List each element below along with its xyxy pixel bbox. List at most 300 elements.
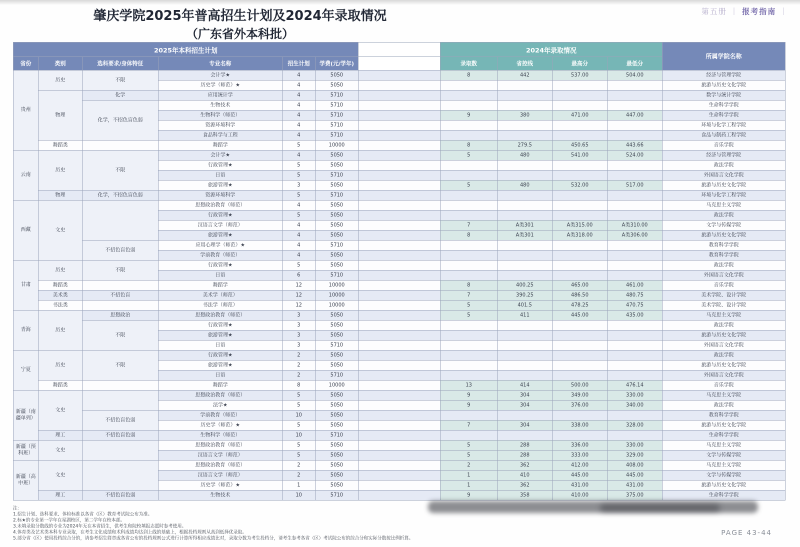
control-line-cell: 401.5 (497, 300, 552, 310)
fee-cell: 5710 (315, 90, 358, 100)
control-line-cell (497, 210, 552, 220)
max-score-cell: 537.00 (552, 70, 607, 80)
category-cell: 舞蹈类 (38, 280, 82, 290)
college-cell: 旅游与历史文化学院 (662, 480, 785, 490)
max-score-cell: 431.00 (552, 480, 607, 490)
control-line-cell (497, 250, 552, 260)
admit-count-cell (440, 190, 497, 200)
plan-count-cell: 5 (282, 440, 315, 450)
category-cell: 舞蹈类 (38, 140, 82, 150)
title-line1: 肇庆学院2025年普高招生计划及2024年录取情况 (93, 9, 387, 24)
college-cell: 马克思主义学院 (662, 310, 785, 320)
plan-count-cell: 5 (282, 140, 315, 150)
major-cell: 资源环境科学 (158, 190, 282, 200)
control-line-cell: 288 (497, 450, 552, 460)
edition-volume: 第五册 (701, 7, 727, 16)
plan-count-cell: 2 (282, 460, 315, 470)
plan-count-cell: 4 (282, 240, 315, 250)
plan-count-cell: 3 (282, 330, 315, 340)
min-score-cell (607, 370, 662, 380)
max-score-cell (552, 350, 607, 360)
max-score-cell: 336.00 (552, 440, 607, 450)
subject-req-cell: 不招色盲色弱 (82, 430, 158, 440)
control-line-cell (497, 80, 552, 90)
max-score-cell (552, 90, 607, 100)
subject-req-cell: 不招色盲色弱 (82, 240, 158, 260)
control-line-cell: 410 (497, 470, 552, 480)
table-area (13, 42, 785, 542)
college-cell: 数学与统计学院 (662, 90, 785, 100)
fee-cell: 5050 (315, 80, 358, 90)
category-cell: 历史 (38, 310, 82, 350)
spacer-cell (358, 470, 440, 480)
control-line-cell (497, 370, 552, 380)
max-score-cell: 410.00 (552, 490, 607, 500)
control-line-cell: 304 (497, 420, 552, 430)
max-score-cell: 445.00 (552, 470, 607, 480)
plan-count-cell: 4 (282, 230, 315, 240)
admit-count-cell: 1 (440, 470, 497, 480)
fee-cell: 5050 (315, 450, 358, 460)
min-score-cell (607, 410, 662, 420)
plan-count-cell: 2 (282, 350, 315, 360)
spacer-cell (358, 260, 440, 270)
footnote-5: 5.部分省（区）使用投档综合分的，请参考招生简章或各省公布的投档规则公式进行计算所得相应成绩比对，录取分数为考生投档分，请考生参考各省（区）考试院公布的综合分和实际分数按比例折算。 (13, 536, 414, 541)
control-line-cell (497, 170, 552, 180)
plan-count-cell: 3 (282, 340, 315, 350)
fee-cell: 5050 (315, 410, 358, 420)
min-score-cell: 340.00 (607, 400, 662, 410)
fee-cell: 5050 (315, 230, 358, 240)
plan-count-cell: 12 (282, 280, 315, 290)
admit-count-cell: 5 (440, 300, 497, 310)
max-score-cell: 333.00 (552, 450, 607, 460)
max-score-cell: 471.00 (552, 110, 607, 120)
min-score-cell: 328.00 (607, 420, 662, 430)
min-score-cell: 504.00 (607, 70, 662, 80)
control-line-cell: A类301 (497, 220, 552, 230)
fee-cell: 5050 (315, 320, 358, 330)
admit-count-cell: 13 (440, 380, 497, 390)
spacer-cell (358, 280, 440, 290)
fee-cell: 5710 (315, 490, 358, 500)
major-cell: 日语 (158, 340, 282, 350)
spacer-cell (358, 410, 440, 420)
major-cell: 应用统计学 (158, 90, 282, 100)
major-cell: 舞蹈学 (158, 140, 282, 150)
college-cell: 外国语言文化学院 (662, 370, 785, 380)
table-row (13, 310, 785, 320)
table-row (13, 290, 785, 300)
major-cell: 思想政治教育（师范） (158, 310, 282, 320)
spacer-cell (358, 400, 440, 410)
plan-count-cell: 5 (282, 400, 315, 410)
fee-cell: 5050 (315, 420, 358, 430)
footnote-title: 注： (13, 506, 23, 511)
table-row (13, 150, 785, 160)
min-score-cell (607, 330, 662, 340)
admit-count-cell (440, 160, 497, 170)
category-cell: 书法类 (38, 300, 82, 310)
spacer-cell (358, 230, 440, 240)
category-cell: 理工 (38, 430, 82, 440)
admit-count-cell: 9 (440, 110, 497, 120)
spacer-cell (358, 190, 440, 200)
admit-count-cell: 7 (440, 290, 497, 300)
col-header-category: 类别 (38, 57, 82, 71)
control-line-cell: 411 (497, 310, 552, 320)
edition-guide: 报考指南 (742, 7, 777, 16)
admit-count-cell (440, 80, 497, 90)
admit-count-cell: 5 (440, 180, 497, 190)
control-line-cell (497, 430, 552, 440)
major-cell: 汉语言文学（师范） (158, 220, 282, 230)
table-row (13, 70, 785, 80)
spacer-cell (358, 200, 440, 210)
plan-count-cell: 10 (282, 430, 315, 440)
control-line-cell (497, 320, 552, 330)
control-line-cell (497, 190, 552, 200)
spacer-cell (358, 320, 440, 330)
plan-count-cell: 12 (282, 300, 315, 310)
table-row (13, 100, 785, 110)
major-cell: 旅游管理★ (158, 180, 282, 190)
control-line-cell (497, 410, 552, 420)
major-cell: 生物技术 (158, 100, 282, 110)
min-score-cell: 476.14 (607, 380, 662, 390)
min-score-cell (607, 200, 662, 210)
max-score-cell (552, 320, 607, 330)
col-header-major: 专业名称 (158, 57, 282, 71)
min-score-cell (607, 210, 662, 220)
plan-count-cell: 4 (282, 200, 315, 210)
spacer-cell (358, 250, 440, 260)
subject-req-cell (82, 390, 158, 410)
max-score-cell: 486.50 (552, 290, 607, 300)
table-row (13, 140, 785, 150)
major-cell: 行政管理★ (158, 160, 282, 170)
control-line-cell (497, 330, 552, 340)
subject-req-cell (82, 280, 158, 290)
min-score-cell: 480.75 (607, 290, 662, 300)
category-cell: 历史 (38, 70, 82, 90)
fee-cell: 5050 (315, 460, 358, 470)
plan-count-cell: 5 (282, 450, 315, 460)
college-cell: 政法学院 (662, 350, 785, 360)
subject-req-cell: 化学，不招色盲色弱 (82, 100, 158, 140)
college-cell: 环境与化学工程学院 (662, 190, 785, 200)
major-cell: 思想政治教育（师范） (158, 390, 282, 400)
fee-cell: 5710 (315, 240, 358, 250)
admit-count-cell: 5 (440, 450, 497, 460)
major-cell: 美术学（师范） (158, 290, 282, 300)
max-score-cell: 500.00 (552, 380, 607, 390)
subject-req-cell (82, 380, 158, 390)
category-cell: 历史 (38, 260, 82, 280)
admit-count-cell (440, 360, 497, 370)
admit-count-cell: 8 (440, 280, 497, 290)
max-score-cell (552, 130, 607, 140)
subject-req-cell: 不限 (82, 150, 158, 190)
control-line-cell: 390.25 (497, 290, 552, 300)
admit-count-cell (440, 250, 497, 260)
max-score-cell (552, 410, 607, 420)
fee-cell: 10000 (315, 280, 358, 290)
college-cell: 旅游与历史文化学院 (662, 80, 785, 90)
plan-count-cell: 6 (282, 270, 315, 280)
college-cell: 马克思主义学院 (662, 200, 785, 210)
fee-cell: 5710 (315, 130, 358, 140)
max-score-cell: 412.00 (552, 460, 607, 470)
spacer-cell (358, 210, 440, 220)
college-cell: 音乐学院 (662, 280, 785, 290)
admit-count-cell: 7 (440, 420, 497, 430)
control-line-cell: 480 (497, 150, 552, 160)
major-cell: 历史学（师范）★ (158, 420, 282, 430)
subject-req-cell: 不限 (82, 260, 158, 280)
min-score-cell: 443.66 (607, 140, 662, 150)
control-line-cell (497, 240, 552, 250)
subject-req-cell (82, 460, 158, 490)
admit-count-cell (440, 330, 497, 340)
admit-count-cell: 8 (440, 140, 497, 150)
edition-tag (701, 6, 788, 17)
col-header-max-score: 最高分 (552, 57, 607, 71)
college-cell: 文学与传媒学院 (662, 470, 785, 480)
major-cell: 食品科学与工程 (158, 130, 282, 140)
max-score-cell: 465.00 (552, 280, 607, 290)
category-cell: 舞蹈类 (38, 380, 82, 390)
fee-cell: 5050 (315, 150, 358, 160)
min-score-cell: 517.00 (607, 180, 662, 190)
major-cell: 日语 (158, 370, 282, 380)
major-cell: 舞蹈学 (158, 280, 282, 290)
fee-cell: 5050 (315, 160, 358, 170)
control-line-cell (497, 270, 552, 280)
control-line-cell: 414 (497, 380, 552, 390)
admit-count-cell: 5 (440, 150, 497, 160)
control-line-cell: 304 (497, 400, 552, 410)
category-cell: 历史 (38, 350, 82, 380)
subject-req-cell: 不招色盲色弱 (82, 490, 158, 500)
college-cell: 政法学院 (662, 210, 785, 220)
fee-cell: 5710 (315, 170, 358, 180)
major-cell: 汉语言文学（师范） (158, 450, 282, 460)
max-score-cell (552, 160, 607, 170)
spacer-cell (358, 180, 440, 190)
table-row (13, 260, 785, 270)
control-line-cell: 362 (497, 460, 552, 470)
fee-cell: 5050 (315, 470, 358, 480)
admit-count-cell: 9 (440, 400, 497, 410)
fee-cell: 5050 (315, 330, 358, 340)
college-cell: 文学与传媒学院 (662, 220, 785, 230)
admit-count-cell (440, 410, 497, 420)
admit-count-cell: 9 (440, 390, 497, 400)
min-score-cell (607, 260, 662, 270)
plan-count-cell: 5 (282, 260, 315, 270)
college-cell: 旅游与历史文化学院 (662, 330, 785, 340)
admit-count-cell (440, 270, 497, 280)
admit-count-cell (440, 120, 497, 130)
spacer-cell (358, 290, 440, 300)
college-cell: 旅游与历史文化学院 (662, 360, 785, 370)
spacer-cell (358, 460, 440, 470)
plan-count-cell: 8 (282, 380, 315, 390)
control-line-cell: 380 (497, 110, 552, 120)
college-cell: 经济与管理学院 (662, 150, 785, 160)
category-cell: 文史 (38, 390, 82, 430)
plan-count-cell: 2 (282, 470, 315, 480)
admit-count-cell (440, 260, 497, 270)
subject-req-cell (82, 140, 158, 150)
plan-count-cell: 4 (282, 80, 315, 90)
college-cell: 经济与管理学院 (662, 70, 785, 80)
min-score-cell: A类306.00 (607, 230, 662, 240)
major-cell: 资源环境科学 (158, 120, 282, 130)
control-line-cell: 358 (497, 490, 552, 500)
college-cell: 生命科学学院 (662, 490, 785, 500)
major-cell: 行政管理★ (158, 320, 282, 330)
max-score-cell (552, 370, 607, 380)
major-cell: 旅游管理★ (158, 230, 282, 240)
province-cell: 新疆（高中班） (13, 460, 38, 500)
min-score-cell: A类310.00 (607, 220, 662, 230)
college-cell: 生命科学学院 (662, 430, 785, 440)
min-score-cell: 375.00 (607, 490, 662, 500)
fee-cell: 5050 (315, 390, 358, 400)
admit-count-cell (440, 240, 497, 250)
fee-cell: 5710 (315, 370, 358, 380)
fee-cell: 5050 (315, 310, 358, 320)
plan-count-cell: 5 (282, 420, 315, 430)
spacer-cell (358, 490, 440, 500)
control-line-cell: 442 (497, 70, 552, 80)
spacer-cell (358, 370, 440, 380)
spacer-cell (358, 390, 440, 400)
spacer-header-2 (358, 57, 440, 71)
table-row (13, 410, 785, 420)
fee-cell: 5050 (315, 200, 358, 210)
college-cell: 外国语言文化学院 (662, 170, 785, 180)
max-score-cell (552, 170, 607, 180)
college-cell: 环境与化学工程学院 (662, 120, 785, 130)
admit-count-cell (440, 90, 497, 100)
max-score-cell (552, 360, 607, 370)
college-cell: 外国语言文化学院 (662, 340, 785, 350)
max-score-cell (552, 210, 607, 220)
college-cell: 马克思主义学院 (662, 460, 785, 470)
subject-req-cell (82, 300, 158, 310)
min-score-cell (607, 320, 662, 330)
fee-cell: 5050 (315, 250, 358, 260)
fee-cell: 5710 (315, 100, 358, 110)
category-cell: 文史 (38, 460, 82, 490)
header-college-name: 所属学院名称 (662, 42, 785, 70)
admit-count-cell: 1 (440, 480, 497, 490)
fee-cell: 5050 (315, 220, 358, 230)
max-score-cell (552, 100, 607, 110)
category-cell: 物理 (38, 190, 82, 200)
control-line-cell (497, 360, 552, 370)
control-line-cell (497, 100, 552, 110)
fee-cell: 10000 (315, 380, 358, 390)
category-cell: 理工 (38, 490, 82, 500)
college-cell: 旅游与历史文化学院 (662, 230, 785, 240)
college-cell: 政法学院 (662, 320, 785, 330)
admit-count-cell: 8 (440, 70, 497, 80)
control-line-cell (497, 340, 552, 350)
table-row (13, 380, 785, 390)
min-score-cell: 461.00 (607, 280, 662, 290)
subject-req-cell: 不限 (82, 70, 158, 90)
title-line2: （广东省外本科批） (185, 26, 294, 41)
col-header-admit-count: 录取数 (440, 57, 497, 71)
control-line-cell (497, 120, 552, 130)
control-line-cell: 480 (497, 180, 552, 190)
admit-count-cell (440, 430, 497, 440)
admit-count-cell (440, 370, 497, 380)
college-cell: 外国语言文化学院 (662, 270, 785, 280)
college-cell: 音乐学院 (662, 380, 785, 390)
max-score-cell (552, 120, 607, 130)
major-cell: 应用心理学（师范）★ (158, 240, 282, 250)
max-score-cell: 450.65 (552, 140, 607, 150)
admit-count-cell (440, 170, 497, 180)
col-header-province: 省份 (13, 57, 38, 71)
max-score-cell (552, 200, 607, 210)
category-cell: 文史 (38, 440, 82, 460)
province-cell: 贵州 (13, 70, 38, 150)
fee-cell: 5050 (315, 360, 358, 370)
subject-req-cell (82, 440, 158, 460)
table-row (13, 460, 785, 470)
max-score-cell: 478.25 (552, 300, 607, 310)
min-score-cell: 435.00 (607, 310, 662, 320)
plan-count-cell: 4 (282, 250, 315, 260)
plan-count-cell: 4 (282, 110, 315, 120)
college-cell: 生命科学学院 (662, 100, 785, 110)
fee-cell: 5050 (315, 180, 358, 190)
plan-count-cell: 4 (282, 150, 315, 160)
min-score-cell (607, 130, 662, 140)
spacer-header (358, 42, 440, 57)
spacer-cell (358, 350, 440, 360)
spacer-cell (358, 300, 440, 310)
control-line-cell (497, 130, 552, 140)
plan-count-cell: 4 (282, 90, 315, 100)
category-cell: 物理 (38, 90, 82, 140)
major-cell: 舞蹈学 (158, 380, 282, 390)
college-cell: 食品与制药工程学院 (662, 130, 785, 140)
table-header (13, 42, 785, 70)
plan-count-cell: 3 (282, 320, 315, 330)
province-cell: 云南 (13, 150, 38, 200)
table-row (13, 300, 785, 310)
header-2024-admission: 2024年录取情况 (440, 42, 662, 57)
plan-count-cell: 4 (282, 120, 315, 130)
edition-divider: ｜ (730, 7, 739, 16)
footnote-4: 4.体育类及艺术类本科专业录取，在考生文化成绩和术科成绩均达到上线的基础上，根据投档规则从高到低择优录取。 (13, 530, 247, 535)
fee-cell: 5050 (315, 400, 358, 410)
max-score-cell (552, 190, 607, 200)
table-row (13, 190, 785, 200)
col-header-control-line: 省控线 (497, 57, 552, 71)
plan-count-cell: 5 (282, 210, 315, 220)
min-score-cell: 330.00 (607, 440, 662, 450)
province-cell: 新疆（预科班） (13, 440, 38, 460)
fee-cell: 5050 (315, 70, 358, 80)
